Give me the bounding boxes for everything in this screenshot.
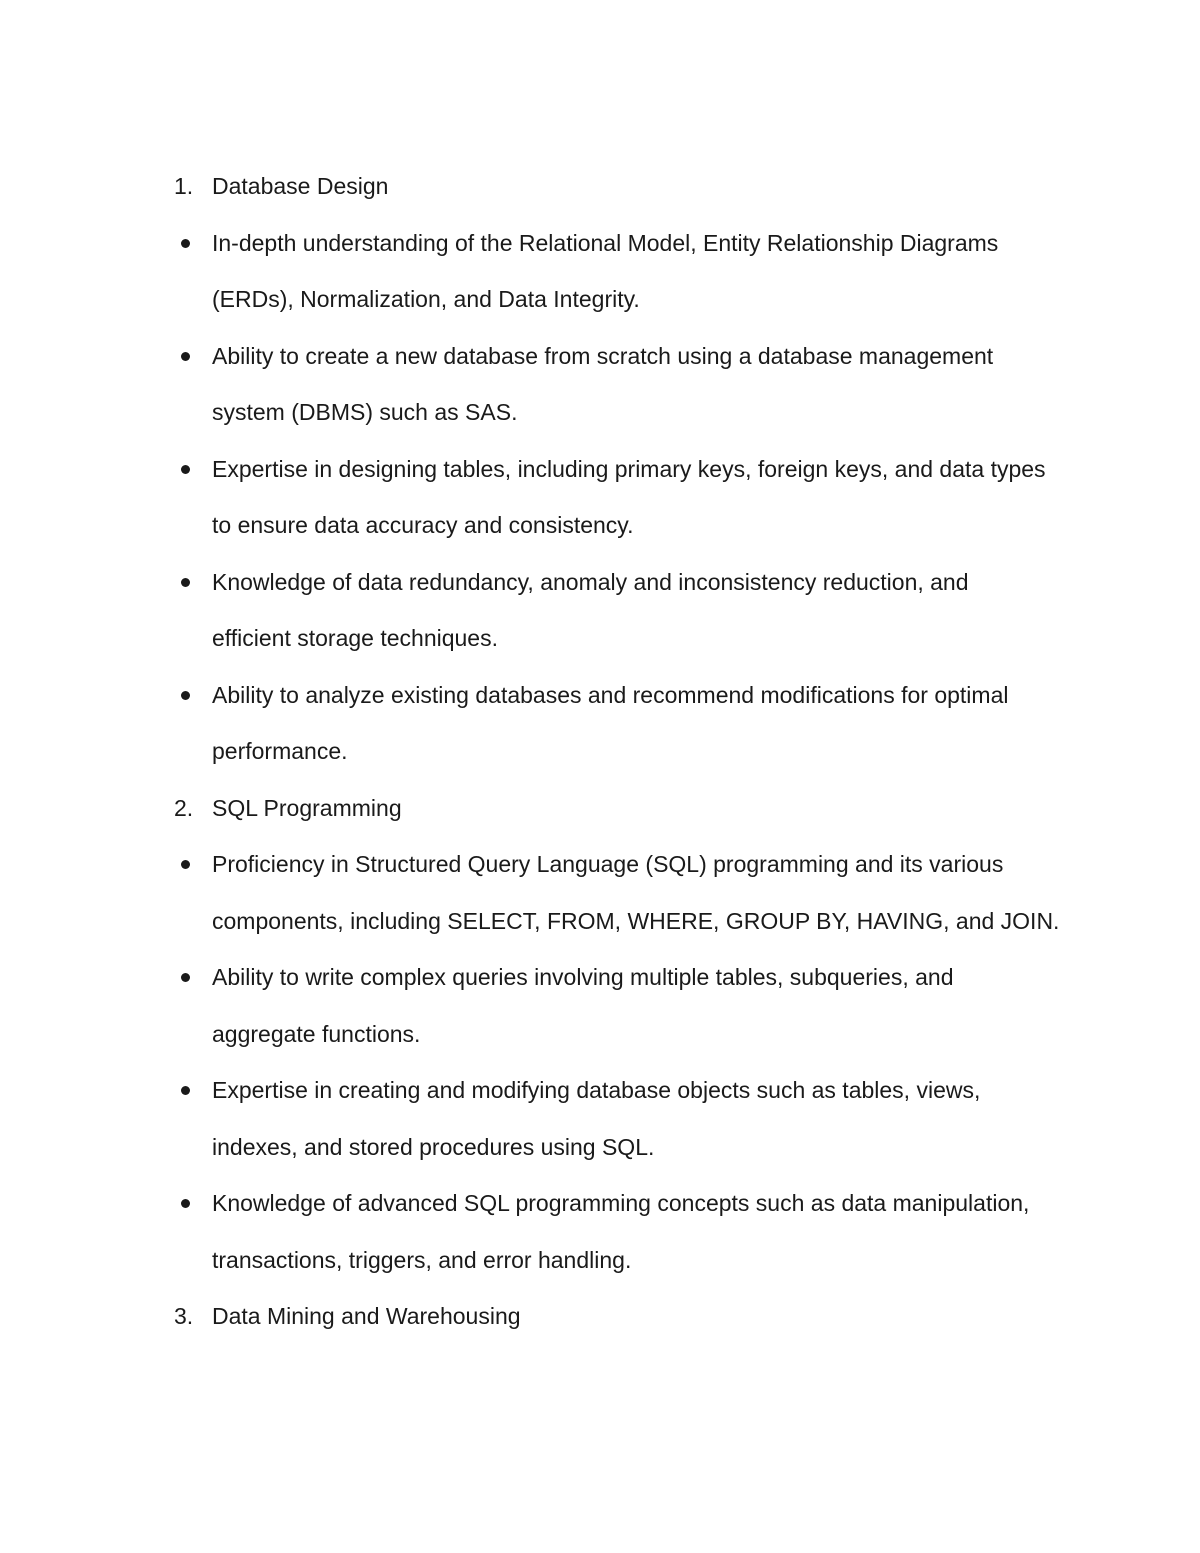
- list-item-continuation: [0, 610, 1200, 667]
- list-item-text: Ability to write complex queries involving multiple tables, subqueries, and: [212, 964, 954, 990]
- list-item: [0, 1062, 1200, 1119]
- list-item-text: Expertise in designing tables, including primary keys, foreign keys, and data types: [212, 455, 1046, 482]
- section-heading-sql-programming: [0, 780, 1200, 837]
- list-item-text: Knowledge of advanced SQL programming concepts such as data manipulation,: [212, 1190, 1030, 1216]
- bullet-icon: [181, 860, 190, 869]
- list-item-text: components, including SELECT, FROM, WHERE, GROUP BY, HAVING, and JOIN.: [212, 907, 1060, 934]
- list-item-text: performance.: [212, 738, 348, 764]
- bullet-icon: [181, 465, 190, 474]
- list-item-text: Expertise in creating and modifying database objects such as tables, views,: [212, 1077, 981, 1103]
- list-item: [0, 328, 1200, 385]
- list-item-text: indexes, and stored procedures using SQL.: [212, 1133, 655, 1160]
- bullet-icon: [181, 691, 190, 700]
- section-title: Database Design: [212, 173, 389, 199]
- list-item-text: efficient storage techniques.: [212, 625, 498, 651]
- section-number: 3.: [174, 1303, 194, 1329]
- list-item-continuation: [0, 723, 1200, 780]
- list-item-text: system (DBMS) such as SAS.: [212, 399, 518, 425]
- bullet-icon: [181, 973, 190, 982]
- list-item: [0, 441, 1200, 498]
- section-heading-database-design: [0, 158, 1200, 215]
- list-item-text: Proficiency in Structured Query Language (SQL) programming and its various: [212, 851, 1004, 877]
- list-item: [0, 667, 1200, 724]
- list-item-text: Ability to analyze existing databases and recommend modifications for optimal: [212, 681, 1009, 708]
- list-item-text: (ERDs), Normalization, and Data Integrity.: [212, 286, 640, 312]
- list-item: [0, 949, 1200, 1006]
- list-item-text: In-depth understanding of the Relational Model, Entity Relationship Diagrams: [212, 229, 999, 256]
- bullet-icon: [181, 1199, 190, 1208]
- list-item-continuation: [0, 271, 1200, 328]
- list-item-text: transactions, triggers, and error handling.: [212, 1246, 632, 1273]
- list-item: [0, 836, 1200, 893]
- list-item-continuation: [0, 1119, 1200, 1176]
- list-item-continuation: [0, 1006, 1200, 1063]
- list-item-text: aggregate functions.: [212, 1020, 421, 1047]
- section-number: 2.: [174, 794, 194, 821]
- list-item-text: Knowledge of data redundancy, anomaly and inconsistency reduction, and: [212, 568, 969, 595]
- list-item-text: to ensure data accuracy and consistency.: [212, 512, 634, 538]
- section-title: SQL Programming: [212, 794, 402, 821]
- list-item-continuation: [0, 384, 1200, 441]
- bullet-icon: [181, 239, 190, 248]
- list-item-continuation: [0, 893, 1200, 950]
- list-item: [0, 215, 1200, 272]
- section-heading-data-mining-warehousing: [0, 1288, 1200, 1345]
- list-item: [0, 1175, 1200, 1232]
- bullet-icon: [181, 352, 190, 361]
- list-item: [0, 554, 1200, 611]
- bullet-icon: [181, 1086, 190, 1095]
- bullet-icon: [181, 578, 190, 587]
- list-item-continuation: [0, 1232, 1200, 1289]
- section-title: Data Mining and Warehousing: [212, 1303, 521, 1329]
- list-item-continuation: [0, 497, 1200, 554]
- list-item-text: Ability to create a new database from scratch using a database management: [212, 342, 994, 369]
- document-content: [0, 158, 1200, 1345]
- section-number: 1.: [174, 173, 194, 199]
